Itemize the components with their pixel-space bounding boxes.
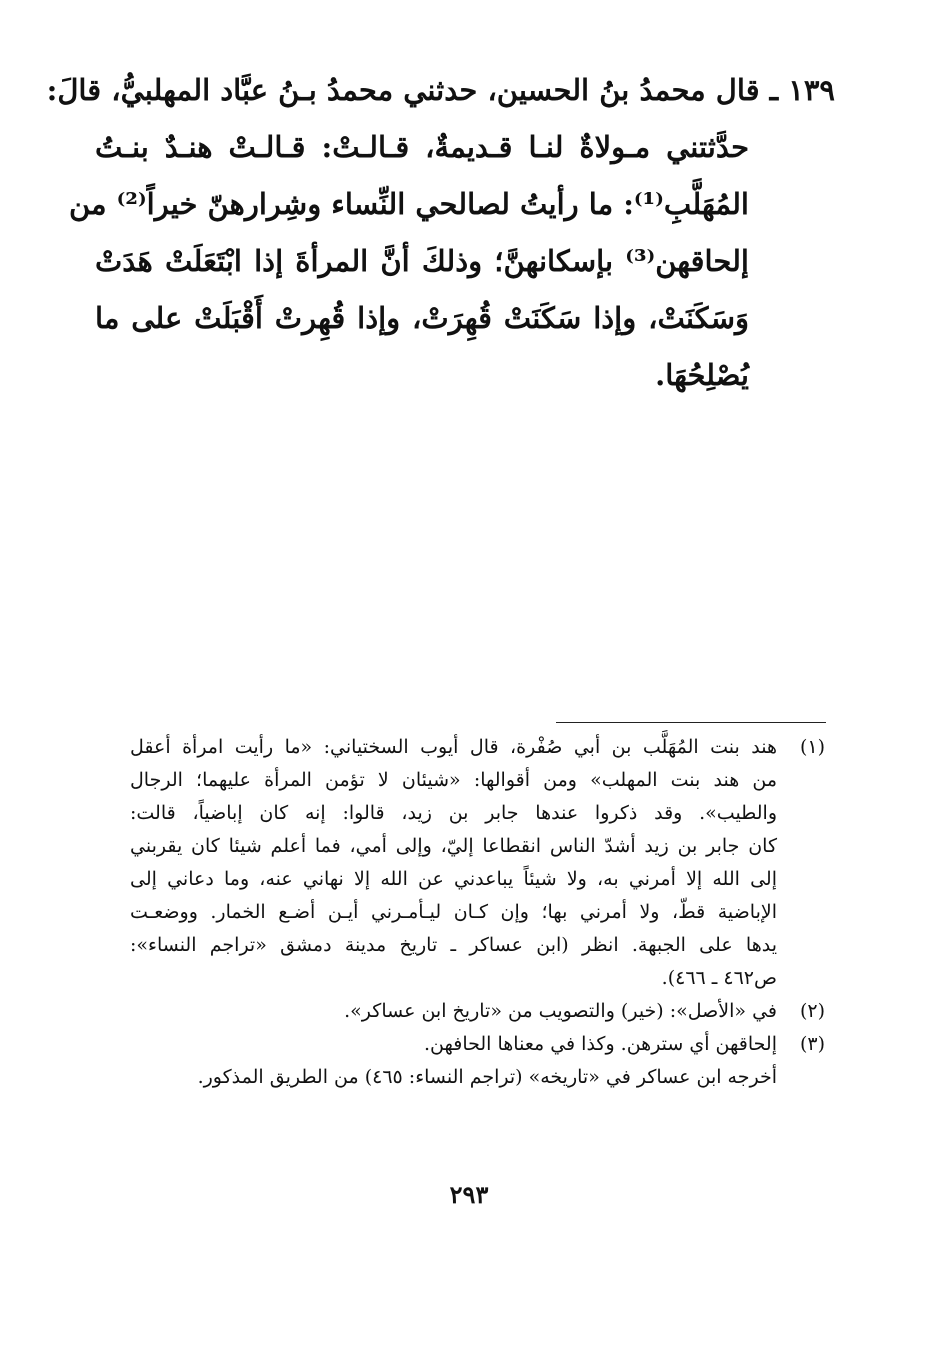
footnote-2 <box>130 995 825 1028</box>
footnote-body <box>130 995 777 1028</box>
footnote-number: (١) <box>799 736 825 758</box>
footnote-3 <box>130 1028 825 1061</box>
footnote-separator <box>556 722 826 723</box>
footnote-number: (٢) <box>799 1000 825 1022</box>
main-text-line: وَسَكَنَتْ، وإذا سَكَنَتْ قُهِرَتْ، وإذا قُهِرتْ أَقْبَلَتْ على ما <box>95 301 749 335</box>
footnote-line: هند بنت المُهَلَّب بن أبي صُفْرة، قال أيوب السختياني: «ما رأيت امرأة أعقل <box>130 736 777 758</box>
footnote-line: ص٤٦٢ ـ ٤٦٦). <box>661 967 777 989</box>
footnote-line: من هند بنت المهلب» ومن أقوالها: «شيئان لا تؤمن المرأة عليهما؛ الرجال <box>130 769 777 791</box>
main-text-line: حدَّثتني مـولاةٌ لنـا قـديمةٌ، قـالـتْ: قـالـتْ هنـدٌ بنـتُ <box>95 130 749 164</box>
main-text-block <box>46 62 835 404</box>
footnote-line: إلى الله إلا أمرني به، ولا شيئاً يباعدني عن الله إلا نهاني عنه، وما دعاني إلى <box>130 868 777 890</box>
footnote-line: إلحاقهن أي سترهن. وكذا في معناها الحافهن. <box>423 1033 777 1055</box>
footnote-line: يدها على الجبهة. انظر (ابن عساكر ـ تاريخ مدينة دمشق «تراجم النساء»: <box>130 934 777 956</box>
footnote-body <box>130 731 777 995</box>
footnote-line: والطيب». وقد ذكروا عندها جابر بن زيد، قالوا: إنه كان إباضياً، قالت: <box>130 802 777 824</box>
main-text-line: المُهَلَّبِ⁽¹⁾: ما رأيتُ لصالحي النِّساء وشِرارهنّ خيراً⁽²⁾ من <box>68 187 749 221</box>
footnote-1 <box>130 731 825 995</box>
footnote-body <box>130 1028 777 1061</box>
source-note: أخرجه ابن عساكر في «تاريخه» (تراجم النساء: ٤٦٥) من الطريق المذكور. <box>197 1066 777 1088</box>
footnote-number: (٣) <box>799 1033 825 1055</box>
main-text-line: إلحاقهن⁽³⁾ بإسكانهنَّ؛ وذلكَ أنَّ المرأةَ إذا ابْتَعَلَتْ هَدَتْ <box>95 244 749 278</box>
footnote-line: في «الأصل»: (خير) والتصويب من «تاريخ ابن عساكر». <box>344 1000 777 1022</box>
footnote-line: كان جابر بن زيد أشدّ الناس انقطاعا إليّ، وإلى أمي، فما أعلم شيئا كان يقربني <box>130 835 777 857</box>
page-number: ٢٩٣ <box>449 1180 489 1209</box>
main-text-line: ١٣٩ ـ قال محمدُ بنُ الحسين، حدثني محمدُ بـنُ عبَّاد المهلبيُّ، قالَ: <box>46 73 835 107</box>
footnotes-section <box>130 731 825 1094</box>
main-text-line: يُصْلِحُهَا. <box>655 358 749 392</box>
footnote-line: الإباضية قطّ، ولا أمرني بها؛ وإن كـان ليـأمـرني أيـن أضـع الخمار. ووضعـت <box>130 901 777 923</box>
